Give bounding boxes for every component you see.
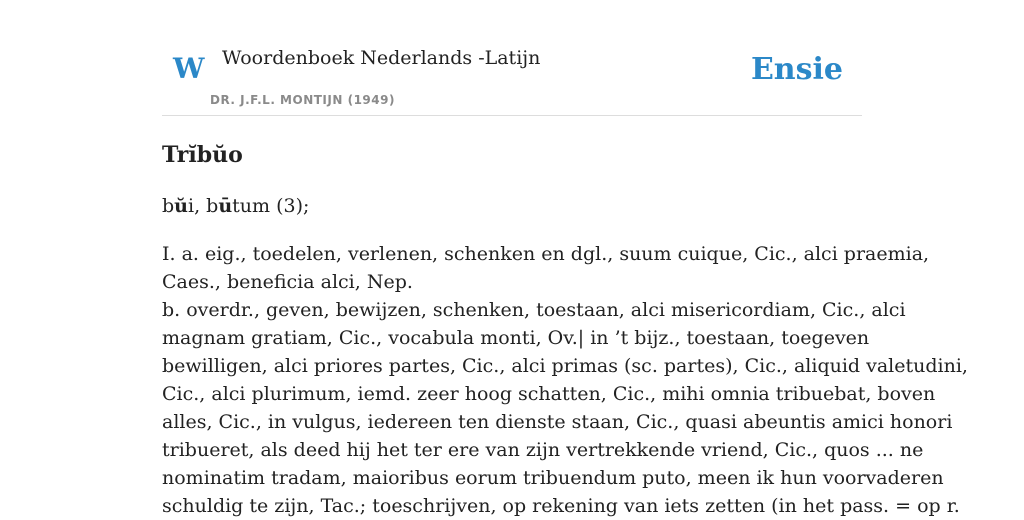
definition-line: nominatim tradam, maioribus eorum tribuendum puto, meen ik hun voorvaderen xyxy=(162,467,944,489)
definition-line: bewilligen, alci priores partes, Cic., alci primas (sc. partes), Cic., aliquid valetudini, xyxy=(162,355,968,377)
definition-line: tribueret, als deed hij het ter ere van zijn vertrekkende vriend, Cic., quos ... ne xyxy=(162,439,924,461)
definition-line: Cic., alci plurimum, iemd. zeer hoog schatten, Cic., mihi omnia tribuebat, boven xyxy=(162,383,936,405)
forms-part: i, b xyxy=(188,195,219,217)
definition-line: b. overdr., geven, bewijzen, schenken, toestaan, alci misericordiam, Cic., alci xyxy=(162,299,906,321)
site-header xyxy=(162,0,862,116)
entry-headword xyxy=(162,140,862,170)
forms-vowel-mark: ŭ xyxy=(174,195,188,217)
definition-line: alles, Cic., in vulgus, iedereen ten dienste staan, Cic., quasi abeuntis amici honori xyxy=(162,411,953,433)
headword-part: b xyxy=(196,142,213,168)
dictionary-entry xyxy=(162,140,968,520)
headword-part: Tr xyxy=(162,142,189,168)
forms-vowel-mark: ū xyxy=(218,195,233,217)
entry-principal-parts xyxy=(162,192,862,220)
definition-line: I. a. eig., toedelen, verlenen, schenken en dgl., suum cuique, Cic., alci praemia, xyxy=(162,243,930,265)
forms-part: tum (3); xyxy=(232,195,310,217)
headword-vowel-breve: ĭ xyxy=(188,142,197,168)
definition-line: magnam gratiam, Cic., vocabula monti, Ov.| in ’t bijz., toestaan, toegeven xyxy=(162,327,870,349)
definition-line: schuldig te zijn, Tac.; toeschrijven, op rekening van iets zetten (in het pass. = op r. xyxy=(162,495,960,517)
ensie-brand-logo[interactable]: Ensie xyxy=(750,52,843,87)
headword-part: o xyxy=(228,142,243,168)
forms-part: b xyxy=(162,195,175,217)
dictionary-author: DR. J.F.L. MONTIJN (1949) xyxy=(210,93,395,107)
definition-line: Caes., beneficia alci, Nep. xyxy=(162,271,413,293)
entry-definition xyxy=(162,240,968,520)
dictionary-logo-icon[interactable]: W xyxy=(173,52,205,85)
headword-vowel-breve: ŭ xyxy=(212,142,229,168)
dictionary-title[interactable]: Woordenboek Nederlands -Latijn xyxy=(222,47,541,69)
